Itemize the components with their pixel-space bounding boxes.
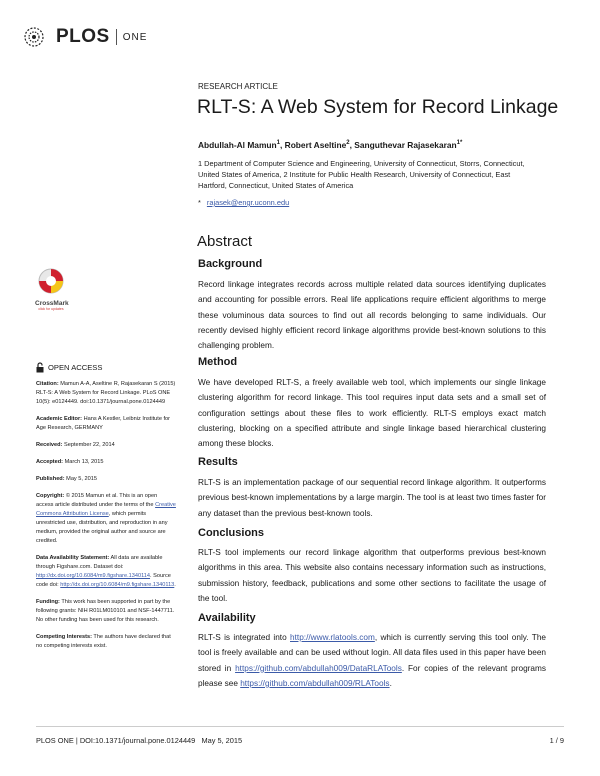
copyright-text: © 2015 Mamun et al. This is an open access article distributed under the terms of the — [36, 493, 158, 508]
copyright-label: Copyright: — [36, 493, 65, 499]
method-heading: Method — [198, 356, 238, 368]
received-block — [36, 441, 176, 450]
crossmark-label: CrossMark — [35, 300, 69, 307]
plos-one-logo[interactable] — [22, 22, 147, 52]
data-availability-text: All data are available through Figshare.com. Dataset doi: — [36, 555, 163, 570]
data-repo-link[interactable]: https://github.com/abdullah009/DataRLATools — [235, 663, 402, 673]
received-label: Received: — [36, 442, 63, 448]
availability-text-part: RLT-S is integrated into — [198, 633, 291, 642]
results-text: RLT-S is an implementation package of our sequential record linkage algorithm. It outperforms previous best-known implementations by a large margin. The tool is at least two times faster for any dataset than the previous best-known tools. — [198, 478, 546, 518]
code-repo-link[interactable]: https://github.com/abdullah009/RLATools — [240, 678, 390, 688]
affiliations: 1 Department of Computer Science and Engineering, University of Connecticut, Storrs, Connecticut, United States of America, 2 Institute for Public Health Research, University of Connecticut, East Hartford, Connecticut, United States of America — [198, 159, 525, 190]
article-info-sidebar — [36, 362, 176, 659]
availability-text-part: . For copies of the relevant programs please see — [198, 663, 547, 688]
plos-logo-icon — [22, 25, 52, 49]
open-access-row — [36, 362, 176, 373]
page-number: 1 / 9 — [549, 736, 564, 745]
author-name[interactable]: Sanguthevar Rajasekaran — [354, 140, 457, 150]
footer-divider — [36, 726, 564, 727]
data-availability-label: Data Availability Statement: — [36, 555, 110, 561]
article-type: RESEARCH ARTICLE — [198, 82, 278, 91]
cc-license-link[interactable]: Creative Commons Attribution License — [36, 502, 176, 517]
availability-text — [198, 630, 546, 691]
author-name[interactable]: Robert Aseltine — [284, 140, 347, 150]
crossmark-icon — [38, 268, 64, 294]
accepted-date: March 13, 2015 — [64, 459, 104, 465]
competing-interests-text: The authors have declared that no competing interests exist. — [36, 634, 171, 649]
funding-block — [36, 598, 176, 625]
editor-label: Academic Editor: — [36, 416, 83, 422]
availability-text-part: . — [389, 678, 392, 688]
funding-text: This work has been supported in part by the following grants: NIH R01LM010101 and NSF-1447711. No other funding has been used for this research. — [36, 599, 175, 623]
author-name[interactable]: Abdullah-Al Mamun — [198, 140, 277, 150]
open-lock-icon — [36, 362, 44, 373]
conclusions-text: RLT-S tool implements our record linkage algorithm that outperforms previous best-known algorithms in this area. This website also contains necessary information such as instructions, submission history, feedback, publications and some other sections to facilitate the usage of the tool. — [198, 548, 546, 603]
availability-heading: Availability — [198, 612, 256, 624]
crossmark-badge[interactable] — [35, 268, 67, 311]
author-affil-marker: 2 — [346, 140, 350, 147]
method-text: We have developed RLT-S, a freely available web tool, which implements our single linkage clustering algorithm for record linkage. This tool requires input data sets and a small set of configuration settings about these files to work efficiently. RLT-S employs exact match clustering, blocking on a specified attribute and single linkage based hierarchical clustering among these blocks. — [198, 378, 546, 449]
funding-label: Funding: — [36, 599, 60, 605]
corresponding-email-link[interactable]: rajasek@engr.uconn.edu — [206, 198, 290, 207]
conclusions-heading: Conclusions — [198, 527, 265, 539]
results-heading: Results — [198, 456, 238, 468]
page-title: RLT-S: A Web System for Record Linkage — [197, 96, 559, 118]
abstract-heading: Abstract — [197, 233, 253, 250]
logo-one-text: ONE — [122, 31, 148, 43]
availability-text-part: , which is currently serving this tool only. The tool is freely available and can be used without login. All data files used in this paper have been stored in — [198, 633, 547, 673]
footer-citation: PLOS ONE | DOI:10.1371/journal.pone.0124449 May 5, 2015 — [36, 736, 243, 745]
corresponding-email-row — [198, 198, 289, 207]
logo-plos-text: PLOS — [56, 26, 110, 47]
competing-interests-block — [36, 633, 176, 651]
source-code-doi-link[interactable]: http://dx.doi.org/10.6084/m9.figshare.1340113 — [60, 582, 175, 588]
accepted-label: Accepted: — [36, 459, 64, 465]
email-marker: * — [198, 198, 201, 207]
author-affil-marker: 1 — [276, 140, 280, 147]
logo-divider — [116, 29, 117, 45]
background-text: Record linkage integrates records across multiple related data sources identifying duplicates and accounting for possible errors. Real life applications require efficient algorithms to merge these voluminous data sources to find out all records belonging to same individuals. Our recently devised highly efficient record linkage algorithms provide best-known solutions to this challenging problem. — [198, 280, 546, 351]
author-list: Abdullah-Al Mamun$^1$, Robert Aseltine$^2$, Sanguthevar Rajasekaran$^{1*}$ — [198, 140, 463, 150]
published-date: May 5, 2015 — [66, 476, 97, 482]
data-availability-text: . Source code doi: — [36, 573, 171, 588]
data-availability-block — [36, 554, 176, 590]
citation-label: Citation: — [36, 381, 59, 387]
copyright-block — [36, 492, 176, 546]
author-affil-marker: 1* — [456, 140, 463, 147]
crossmark-sub: click for updates — [38, 307, 64, 311]
data-availability-text: . — [174, 582, 176, 588]
citation-block — [36, 380, 176, 407]
editor-text: Hans A Kestler, Leibniz Institute for Age Research, GERMANY — [36, 416, 171, 431]
copyright-text: , which permits unrestricted use, distribution, and reproduction in any medium, provided the original author and source are credited. — [36, 511, 168, 544]
citation-text: Mamun A-A, Aseltine R, Rajasekaran S (2015) RLT-S: A Web System for Record Linkage. PLoS ONE 10(5): e0124449. doi:10.1371/journal.pone.0124449 — [36, 381, 176, 405]
published-label: Published: — [36, 476, 65, 482]
accepted-block — [36, 458, 176, 467]
background-heading: Background — [198, 258, 263, 270]
open-access-label: OPEN ACCESS — [48, 363, 103, 372]
published-block — [36, 475, 176, 484]
competing-interests-label: Competing Interests: — [36, 634, 92, 640]
editor-block — [36, 415, 176, 433]
rlatools-website-link[interactable]: http://www.rlatools.com — [290, 633, 375, 642]
dataset-doi-link[interactable]: http://dx.doi.org/10.6084/m9.figshare.1340114 — [36, 573, 151, 579]
received-date: September 22, 2014 — [64, 442, 115, 448]
